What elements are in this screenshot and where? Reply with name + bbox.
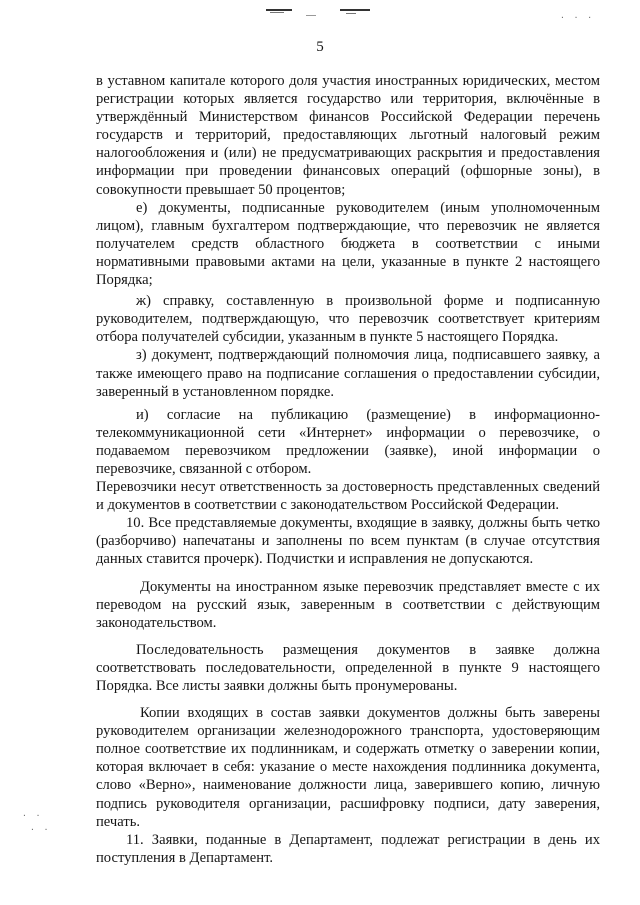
paragraph: 11. Заявки, поданные в Департамент, подлежат регистрации в день их поступления в Департамент. xyxy=(96,831,600,866)
page-number: 5 xyxy=(316,39,324,55)
paragraph: в уставном капитале которого доля участия иностранных юридических, местом регистрации которых является государство или территория, включённые в утверждённый Министерством финансов Российской Федерации перечень государств и территорий, предоставляющих льготный налоговый режим налогообложения и (или) не предусматривающих раскрытия и предоставления информации при проведении финансовых операций (офшорные зоны), в совокупности превышает 50 процентов; xyxy=(96,73,600,198)
paragraph: и) согласие на публикацию (размещение) в информационно-телекоммуникационной сети «Интернет» информации о перевозчике, о подаваемом перевозчиком предложении (заявке), иной информации о перевозчике, связанной с отбором. xyxy=(96,406,600,477)
paragraph: Документы на иностранном языке перевозчик представляет вместе с их переводом на русский язык, заверенным в соответствии с действующим законодательством. xyxy=(96,578,600,631)
scan-noise: · · xyxy=(22,811,43,820)
scan-noise: · · · xyxy=(560,13,595,22)
paragraph: Копии входящих в состав заявки документов должны быть заверены руководителем организации железнодорожного транспорта, удостоверяющим полное соответствие их подлинникам, и содержать отметку о заверении копии, которая включает в себя: указание о месте нахождения подлинника документа, слово «Верно», наименование должности лица, заверившего копию, личную подпись руководителя организации, расшифровку подписи, дату заверения, печать. xyxy=(96,705,600,830)
paragraph: Перевозчики несут ответственность за достоверность представленных сведений и документов в соответствии с законодательством Российской Федерации. xyxy=(96,479,600,514)
paragraph: е) документы, подписанные руководителем (иным уполномоченным лицом), главным бухгалтером подтверждающие, что перевозчик не является получателем средств областного бюджета в соответствии с иными нормативными правовыми актами на цели, указанные в пункте 2 настоящего Порядка; xyxy=(96,199,600,289)
scan-noise: · · xyxy=(30,825,51,834)
scan-artifact xyxy=(262,6,378,18)
paragraph: ж) справку, составленную в произвольной форме и подписанную руководителем, подтверждающую, что перевозчик соответствует критериям отбора получателей субсидии, указанным в пункте 5 настоящего Порядка. xyxy=(96,293,600,346)
paragraph: Последовательность размещения документов в заявке должна соответствовать последовательности, определенной в пункте 9 настоящего Порядка. Все листы заявки должны быть пронумерованы. xyxy=(96,641,600,694)
document-body xyxy=(96,72,600,867)
paragraph: з) документ, подтверждающий полномочия лица, подписавшего заявку, а также имеющего право на подписание соглашения о предоставлении субсидии, заверенный в установленном порядке. xyxy=(96,347,600,400)
paragraph: 10. Все представляемые документы, входящие в заявку, должны быть четко (разборчиво) напечатаны и заполнены по всем пунктам (в случае отсутствия данных ставится прочерк). Подчистки и исправления не допускаются. xyxy=(96,515,600,568)
